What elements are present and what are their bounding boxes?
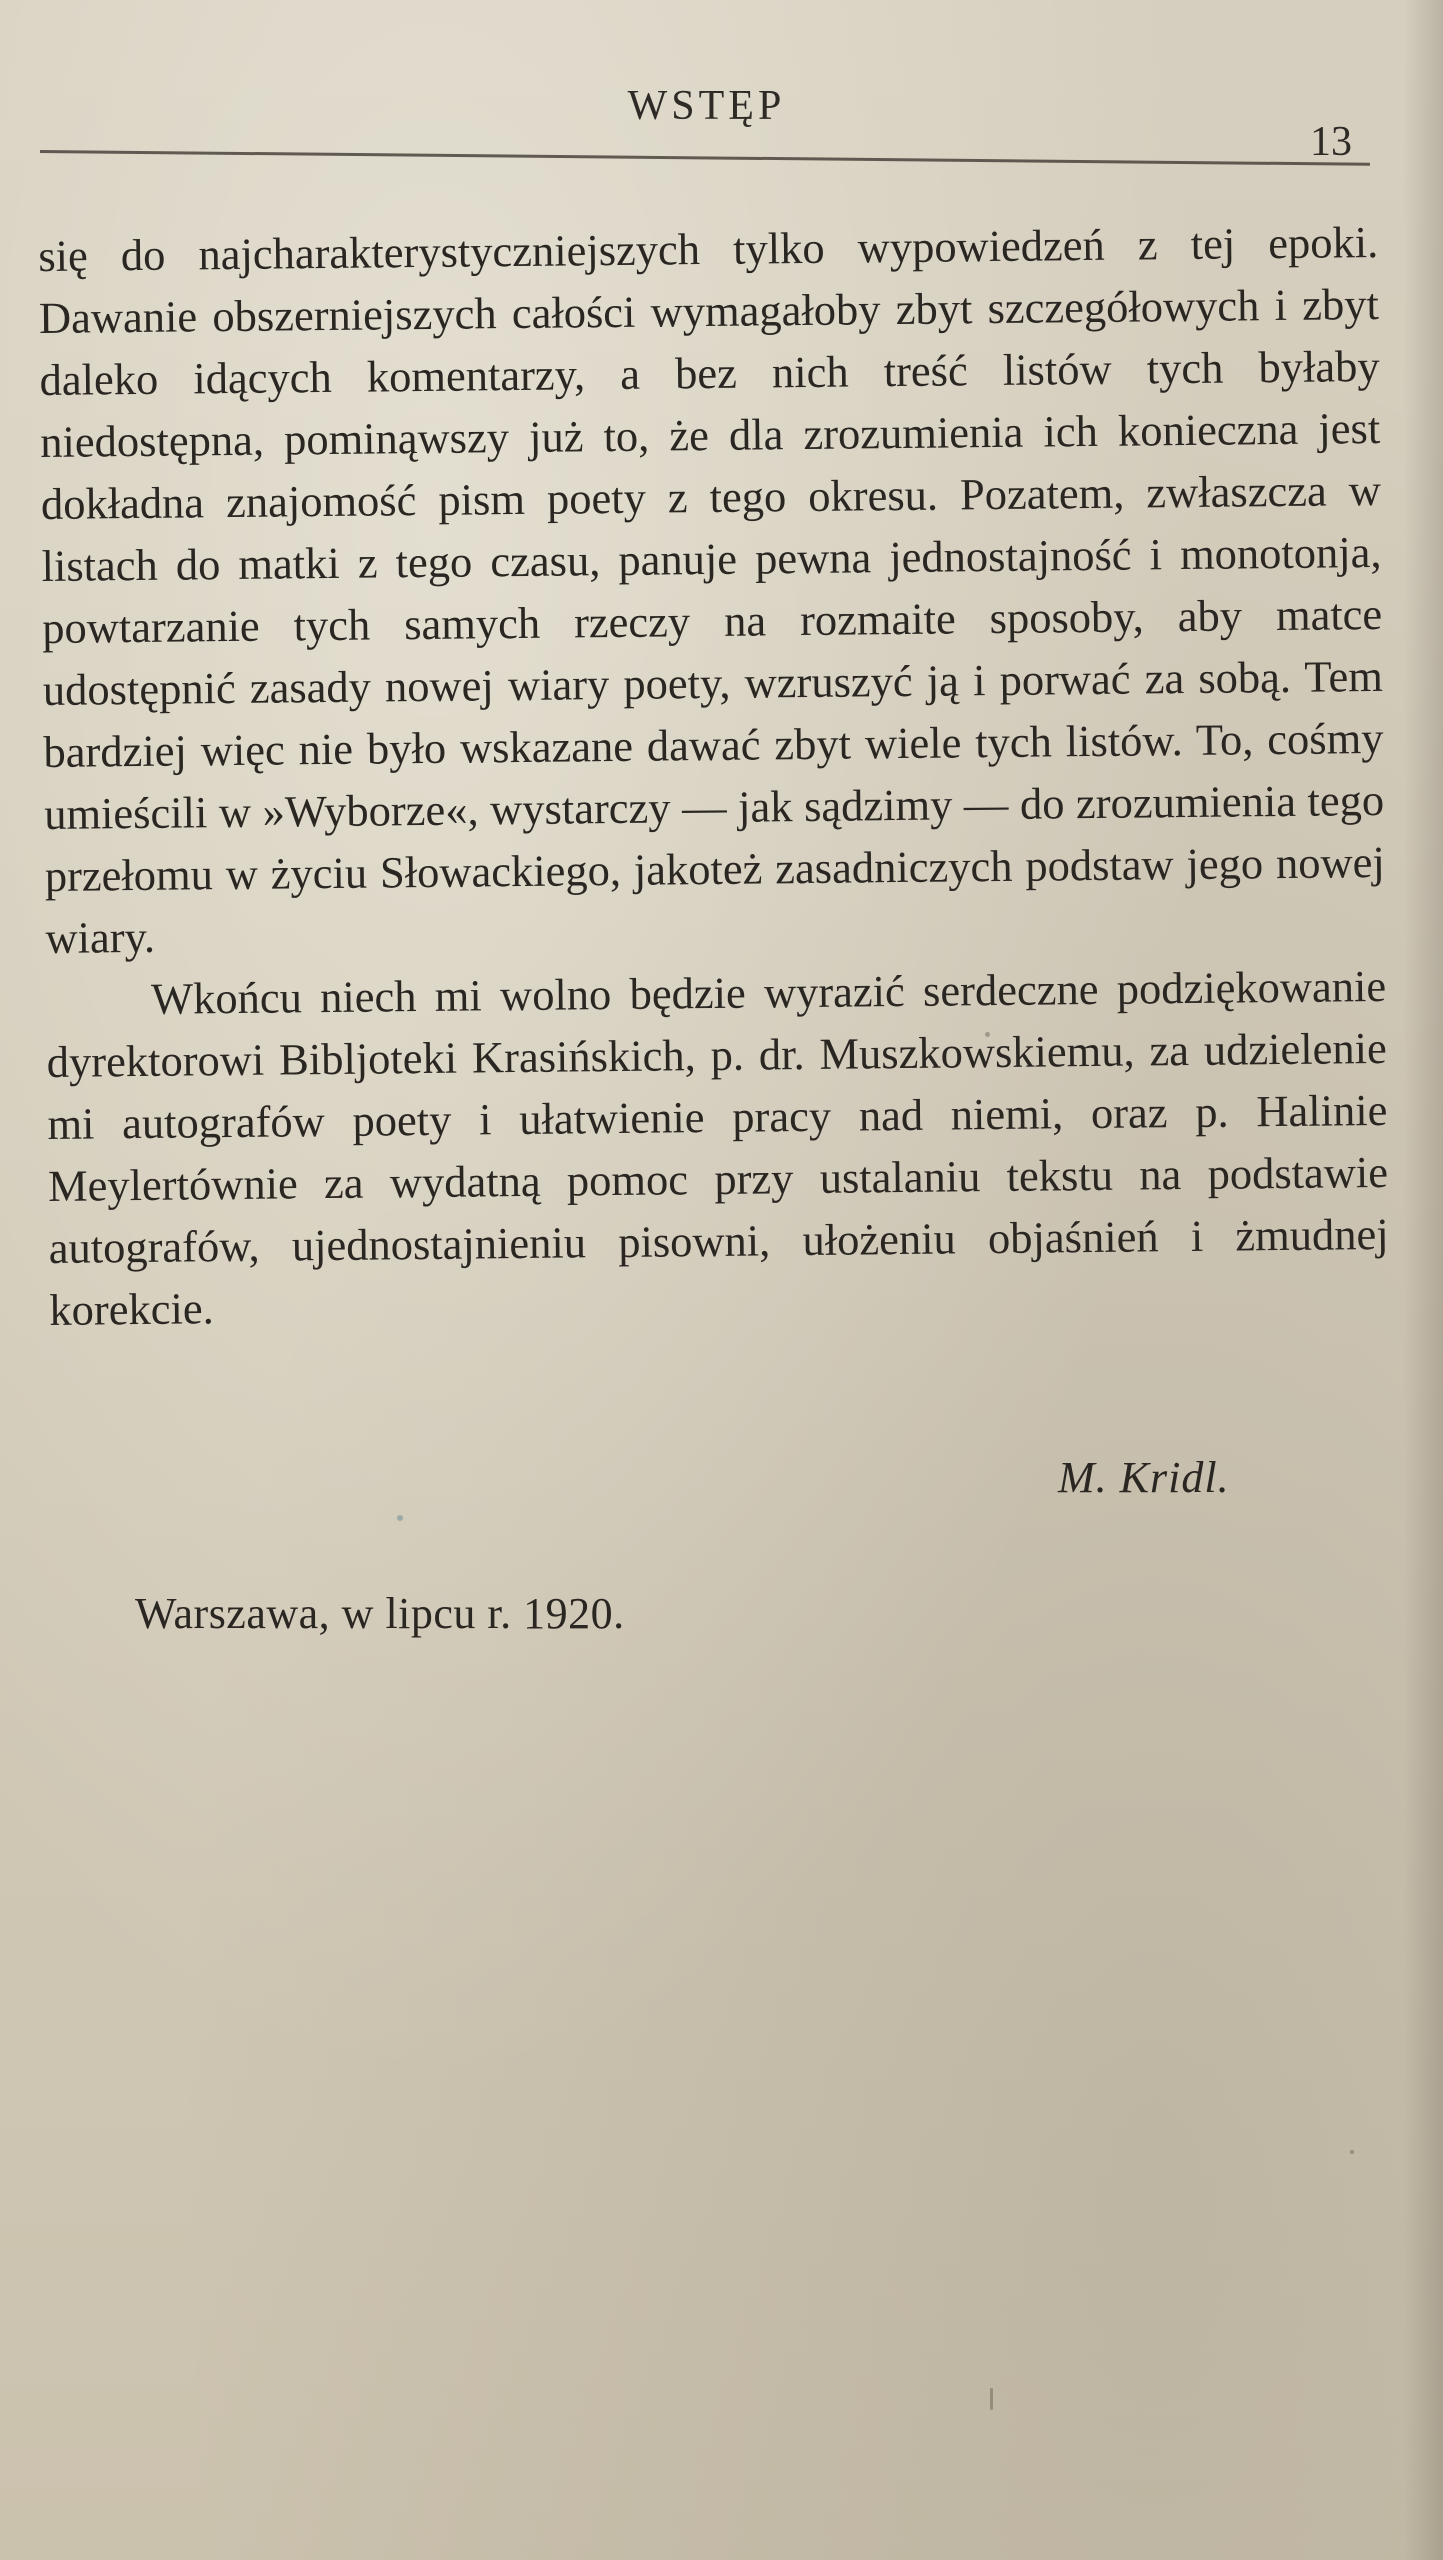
header-rule <box>40 150 1370 166</box>
place-date-line: Warszawa, w lipcu r. 1920. <box>135 1589 625 1638</box>
page-edge-shadow <box>1403 0 1443 2560</box>
page-number: 13 <box>1310 119 1352 165</box>
running-head-text: WSTĘP <box>627 83 786 129</box>
paragraph-continuation: się do najcharakterystyczniejszych tylko wypowiedzeń z tej epoki. Dawanie obszerniejszych całości wymagałoby zbyt szczegółowych i zbyt daleko idących komentarzy, a bez nich treść listów tych byłaby niedostępna, pominąwszy już to, że dla zrozumienia ich konieczna jest dokładna znajomość pism poety z tego okresu. Pozatem, zwłaszcza w listach do matki z tego czasu, panuje pewna jednostajność i monotonja, powtarzanie tych samych rzeczy na rozmaite sposoby, aby matce udostępnić zasady nowej wiary poety, wzruszyć ją i porwać za sobą. Tem bardziej więc nie było wskazane dawać zbyt wiele tych listów. To, cośmy umieścili w »Wyborze«, wystarczy — jak sądzimy — do zrozumienia tego przełomu w życiu Słowackiego, jakoteż zasadniczych podstaw jego nowej wiary. <box>38 216 1386 963</box>
paper-fleck <box>1350 2150 1354 2154</box>
paragraph-acknowledgements: Wkońcu niech mi wolno będzie wyrazić serdeczne podziękowanie dyrektorowi Bibljoteki Krasińskich, p. dr. Muszkowskiemu, za udzielenie mi autografów poety i ułatwienie pracy nad niemi, oraz p. Halinie Meylertównie za wydatną pomoc przy ustalaniu tekstu na podstawie autografów, ujednostajnieniu pisowni, ułożeniu objaśnień i żmudnej korekcie. <box>46 960 1389 1335</box>
running-head <box>0 82 1443 130</box>
paper-fleck <box>397 1515 403 1521</box>
paper-fleck <box>985 1032 990 1037</box>
paper-fleck <box>990 2388 993 2410</box>
author-signature: M. Kridl. <box>1058 1453 1230 1502</box>
body-text <box>38 211 1390 1341</box>
